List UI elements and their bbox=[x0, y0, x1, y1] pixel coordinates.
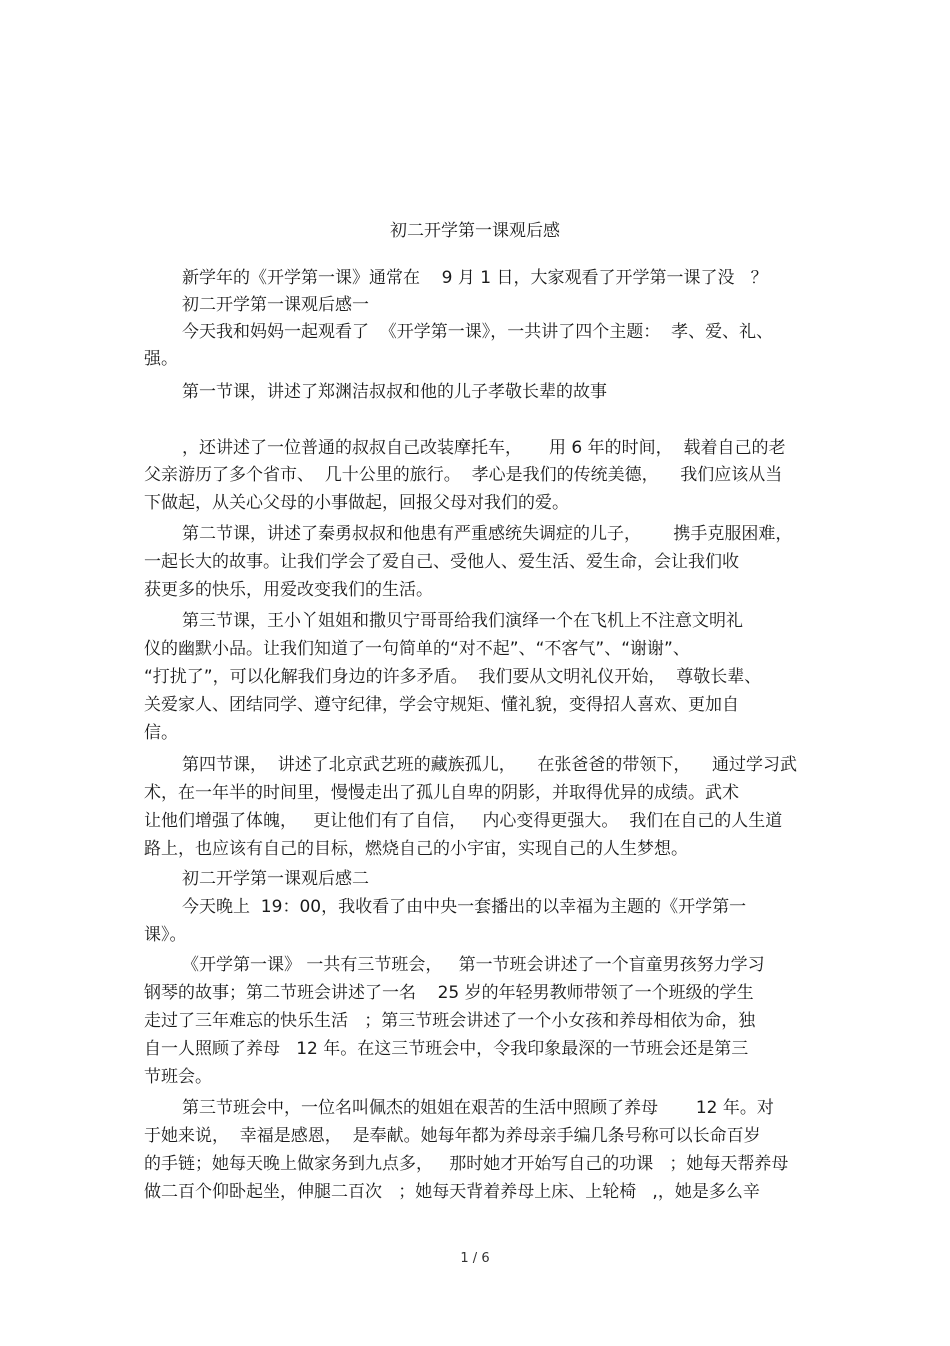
paragraph-line: 第三节课，王小丫姐姐和撒贝宁哥哥给我们演绎一个在飞机上不注意文明礼 bbox=[182, 611, 743, 631]
paragraph-line: 的手链；她每天晚上做家务到九点多， 那时她才开始写自己的功课 ；她每天帮养母 bbox=[144, 1154, 789, 1174]
paragraph-line: 让他们增强了体魄， 更让他们有了自信， 内心变得更强大。 我们在自己的人生道 bbox=[144, 811, 783, 831]
section-heading: 初二开学第一课观后感二 bbox=[182, 869, 369, 889]
paragraph-line: 一起长大的故事。让我们学会了爱自己、受他人、爱生活、爱生命，会让我们收 bbox=[144, 552, 739, 572]
paragraph-line: 仪的幽默小品。让我们知道了一句简单的“对不起”、“不客气”、“谢谢”、 bbox=[144, 639, 690, 659]
paragraph-line: 课》。 bbox=[144, 925, 187, 945]
paragraph-line: 于她来说， 幸福是感恩， 是奉献。她每年都为养母亲手编几条号称可以长命百岁 bbox=[144, 1126, 761, 1146]
paragraph-line: 自一人照顾了养母 12 年。在这三节班会中，令我印象最深的一节班会还是第三 bbox=[144, 1039, 749, 1059]
paragraph-line: 路上，也应该有自己的目标，燃烧自己的小宇宙，实现自己的人生梦想。 bbox=[144, 839, 688, 859]
paragraph-line: 《开学第一课》 一共有三节班会， 第一节班会讲述了一个盲童男孩努力学习 bbox=[182, 955, 765, 975]
section-heading: 初二开学第一课观后感一 bbox=[182, 295, 369, 315]
paragraph-line: 信。 bbox=[144, 723, 178, 743]
paragraph-line: 走过了三年难忘的快乐生活 ；第三节班会讲述了一个小女孩和养母相依为命，独 bbox=[144, 1011, 756, 1031]
paragraph-line: 获更多的快乐，用爱改变我们的生活。 bbox=[144, 580, 433, 600]
paragraph-line: 关爱家人、团结同学、遵守纪律，学会守规矩、懂礼貌，变得招人喜欢、更加自 bbox=[144, 695, 739, 715]
paragraph-line: ，还讲述了一位普通的叔叔自己改装摩托车， 用 6 年的时间， 载着自己的老 bbox=[182, 438, 786, 458]
paragraph-line: 第三节班会中，一位名叫佩杰的姐姐在艰苦的生活中照顾了养母 12 年。对 bbox=[182, 1098, 774, 1118]
paragraph-line: 下做起，从关心父母的小事做起，回报父母对我们的爱。 bbox=[144, 493, 569, 513]
paragraph-line: 第二节课，讲述了秦勇叔叔和他患有严重感统失调症的儿子， 携手克服困难， bbox=[182, 524, 793, 544]
paragraph-line: 强。 bbox=[144, 349, 178, 369]
paragraph-line: 父亲游历了多个省市、 几十公里的旅行。 孝心是我们的传统美德， 我们应该从当 bbox=[144, 465, 783, 485]
document-title: 初二开学第一课观后感 bbox=[390, 221, 560, 241]
paragraph-line: 节班会。 bbox=[144, 1067, 212, 1087]
paragraph-line: 第一节课，讲述了郑渊洁叔叔和他的儿子孝敬长辈的故事 bbox=[182, 382, 607, 402]
paragraph-line: 术，在一年半的时间里，慢慢走出了孤儿自卑的阴影，并取得优异的成绩。武术 bbox=[144, 783, 739, 803]
paragraph-line: 钢琴的故事；第二节班会讲述了一名 25 岁的年轻男教师带领了一个班级的学生 bbox=[144, 983, 754, 1003]
paragraph-line: 做二百个仰卧起坐，伸腿二百次 ；她每天背着养母上床、上轮椅 ,，她是多么辛 bbox=[144, 1182, 760, 1202]
paragraph-line: 新学年的《开学第一课》通常在 9 月 1 日，大家观看了开学第一课了没 ？ bbox=[182, 268, 768, 288]
paragraph-line: “打扰了”，可以化解我们身边的许多矛盾。 我们要从文明礼仪开始， 尊敬长辈、 bbox=[144, 667, 762, 687]
paragraph-line: 今天晚上 19：00，我收看了由中央一套播出的以幸福为主题的《开学第一 bbox=[182, 897, 747, 917]
paragraph-line: 第四节课， 讲述了北京武艺班的藏族孤儿， 在张爸爸的带领下， 通过学习武 bbox=[182, 755, 798, 775]
page-number: 1 / 6 bbox=[460, 1251, 490, 1266]
paragraph-line: 今天我和妈妈一起观看了 《开学第一课》，一共讲了四个主题： 孝、爱、礼、 bbox=[182, 322, 774, 342]
